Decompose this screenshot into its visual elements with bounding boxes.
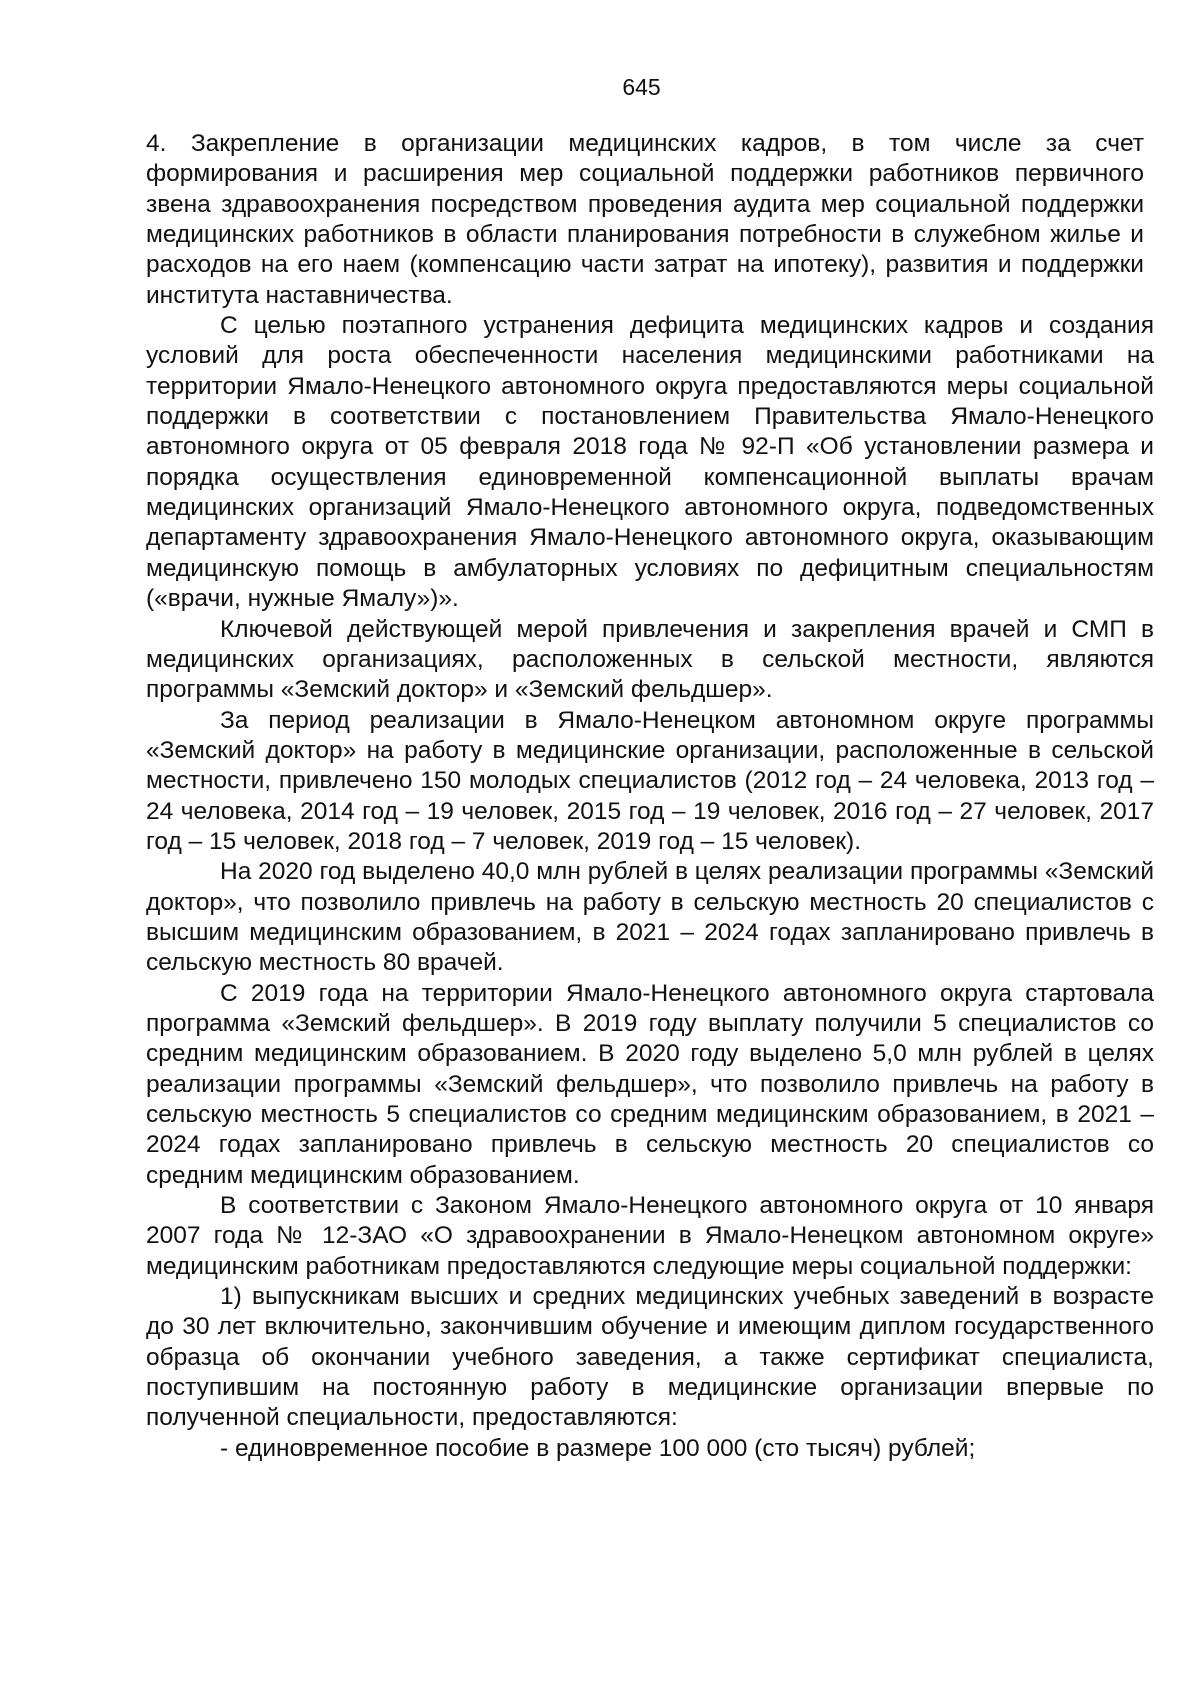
paragraph-zemsky-doctor-2020: На 2020 год выделено 40,0 млн рублей в целях реализации программы «Земский доктор», что позволило привлечь на работу в сельскую местность 20 специалистов с высшим медицинским образованием, в 2021 – 2024 годах запланировано привлечь в сельскую местность 80 врачей.: [146, 858, 1154, 977]
paragraph-healthcare-law: В соответствии с Законом Ямало-Ненецкого автономного округа от 10 января 2007 года № 12-ЗАО «О здравоохранении в Ямало-Ненецком автономном округе» медицинским работникам предоставляются следующие меры социальной поддержки:: [146, 1192, 1154, 1280]
paragraph-zemsky-doctor-results: За период реализации в Ямало-Ненецком автономном округе программы «Земский доктор» на работу в медицинские организации, расположенные в сельской местности, привлечено 150 молодых специалистов (2012 год – 24 человека, 2013 год – 24 человека, 2014 год – 19 человек, 2015 год – 19 человек, 2016 год – 27 человек, 2017 год – 15 человек, 2018 год – 7 человек, 2019 год – 15 человек).: [146, 706, 1154, 855]
paragraph-zemsky-programs: Ключевой действующей мерой привлечения и закрепления врачей и СМП в медицинских организациях, расположенных в сельской местности, являются программы «Земский доктор» и «Земский фельдшер».: [146, 615, 1154, 704]
document-body: [146, 129, 1154, 1464]
paragraph-graduates-support: 1) выпускникам высших и средних медицинских учебных заведений в возрасте до 30 лет включительно, закончившим обучение и имеющим диплом государственного образца об окончании учебного заведения, а также сертификат специалиста, поступившим на постоянную работу в медицинские организации впервые по полученной специальности, предоставляются:: [146, 1283, 1154, 1432]
page-number: 645: [622, 74, 661, 100]
paragraph-zemsky-feldsher: С 2019 года на территории Ямало-Ненецкого автономного округа стартовала программа «Земский фельдшер». В 2019 году выплату получили 5 специалистов со средним медицинским образованием. В 2020 году выделено 5,0 млн рублей в целях реализации программы «Земский фельдшер», что позволило привлечь на работу в сельскую местность 5 специалистов со средним медицинским образованием, в 2021 – 2024 годах запланировано привлечь в сельскую местность 20 специалистов со средним медицинским образованием.: [146, 979, 1154, 1189]
list-item-lump-sum-allowance: - единовременное пособие в размере 100 000 (сто тысяч) рублей;: [220, 1434, 976, 1462]
paragraph-compensation-payment: С целью поэтапного устранения дефицита медицинских кадров и создания условий для роста обеспеченности населения медицинскими работниками на территории Ямало-Ненецкого автономного округа предоставляются меры социальной поддержки в соответствии с постановлением Правительства Ямало-Ненецкого автономного округа от 05 февраля 2018 года № 92-П «Об установлении размера и порядка осуществления единовременной компенсационной выплаты врачам медицинских организаций Ямало-Ненецкого автономного округа, подведомственных департаменту здравоохранения Ямало-Ненецкого автономного округа, оказывающим медицинскую помощь в амбулаторных условиях по дефицитным специальностям («врачи, нужные Ямалу»)».: [146, 312, 1154, 613]
paragraph-staff-retention: 4. Закрепление в организации медицинских кадров, в том числе за счет формирования и расширения мер социальной поддержки работников первичного звена здравоохранения посредством проведения аудита мер социальной поддержки медицинских работников в области планирования потребности в служебном жилье и расходов на его наем (компенсацию части затрат на ипотеку), развития и поддержки института наставничества.: [146, 130, 1144, 309]
